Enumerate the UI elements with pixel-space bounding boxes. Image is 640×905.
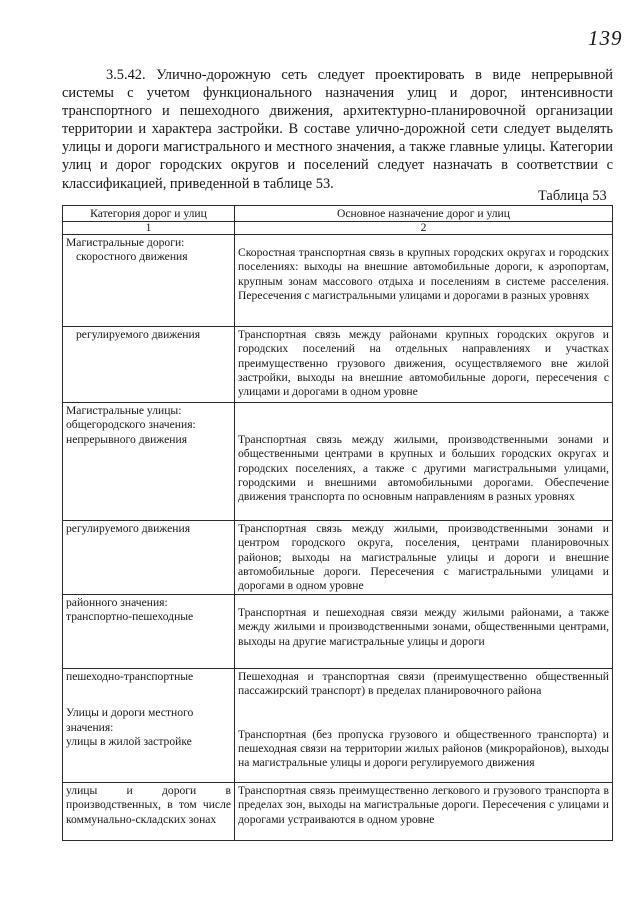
category-line: общегородского значения: — [66, 418, 196, 432]
category-line: улицы в жилой застройке — [66, 734, 192, 748]
category-line: Улицы и дороги местного значения: — [66, 706, 194, 734]
spacer — [238, 404, 609, 433]
category-line: непрерывного движения — [66, 432, 188, 446]
header-category: Категория дорог и улиц — [63, 206, 235, 222]
spacer — [238, 596, 609, 606]
column-number-1: 1 — [63, 222, 235, 235]
purpose-cell — [235, 521, 613, 595]
table-row — [63, 669, 613, 783]
spacer — [238, 699, 609, 728]
paragraph-3-5-42: 3.5.42. Улично-дорожную сеть следует проектировать в виде непрерывной системы с учетом функционального назначения улиц и дорог, интенсивности транспортного и пешеходного движения, архитектурно-планировочной организации территории и характера застройки. В составе улично-дорожной сети следует выделять улицы и дороги магистрального и местного значения, а также главные улицы. Категории улиц и дорог городских округов и поселений следует назначать в соответствии с классификацией, приведенной в таблице 53. — [62, 67, 613, 192]
purpose-cell — [235, 595, 613, 669]
classification-table — [62, 205, 613, 841]
table-row — [63, 521, 613, 595]
purpose-text: Транспортная связь между районами крупных городских округов и городских поселений на отдельных направлениях и участках преимущественно грузового движения, осуществляемого вне жилой застройки, выходы на внешние автомобильные дороги, пересечения с улицами и дорогами в одном уровне — [238, 328, 609, 399]
column-number-row — [63, 222, 613, 235]
category-line: регулируемого движения — [76, 328, 201, 342]
purpose-text: Скоростная транспортная связь в крупных городских округах и городских поселениях: выходы на внешние автомобильные дороги, к аэропортам, крупным зонам массового отдыха и поселениям в системе расселения. Пересечения с магистральными улицами и дорогами в разных уровнях — [238, 246, 609, 302]
purpose-text: Транспортная связь преимущественно легкового и грузового транспорта в пределах зон, выходы на магистральные дороги. Пересечения с улицами и дорогами устраиваются в одном уровне — [238, 784, 609, 826]
purpose-text: Транспортная и пешеходная связи между жилыми районами, а также между жилыми и производственными зонами, общественными центрами, выходы на другие магистральные улицы и дороги — [238, 606, 609, 648]
table-row — [63, 595, 613, 669]
purpose-text: Транспортная связь между жилыми, производственными зонами и центром городского округа, поселения, центрами планировочных районов; выходы на магистральные улицы и дороги и внешние автомобильные дороги. Пересечения с магистральными улицами и дорогами в одном уровне — [238, 522, 609, 593]
category-line: улицы и дороги в производственных, в том числе коммунально-складских зонах — [66, 784, 231, 826]
purpose-text-local: Транспортная (без пропуска грузового и общественного транспорта) и пешеходная связи на территории жилых районов (микрорайонов), выходы на магистральные улицы и дороги регулируемого движения — [238, 727, 609, 770]
purpose-cell — [235, 783, 613, 841]
category-line: Магистральные дороги: — [66, 236, 185, 250]
purpose-cell — [235, 669, 613, 783]
category-cell — [63, 235, 235, 327]
category-cell — [63, 521, 235, 595]
table-header-row — [63, 206, 613, 222]
category-line: Магистральные улицы: — [66, 404, 182, 418]
category-cell — [63, 783, 235, 841]
table-row — [63, 235, 613, 327]
page-number: 139 — [588, 26, 623, 50]
table-row — [63, 327, 613, 403]
category-cell — [63, 595, 235, 669]
category-cell — [63, 403, 235, 521]
category-cell — [63, 669, 235, 783]
table-row — [63, 403, 613, 521]
category-line: скоростного движения — [76, 250, 188, 264]
purpose-text: Пешеходная и транспортная связи (преимущественно общественный пассажирский транспорт) в пределах планировочного района — [238, 670, 609, 698]
table-label: Таблица 53 — [538, 188, 607, 204]
header-purpose: Основное назначение дорог и улиц — [235, 206, 613, 222]
purpose-text: Транспортная связь между жилыми, производственными зонами и общественными центрами в крупных и больших городских округах и городских поселениях, а также с другими магистральными улицами, городскими и внешними автомобильными дорогами. Обеспечение движения транспорта по основным направлениям в разных уровнях — [238, 433, 609, 504]
category-line: пешеходно-транспортные — [66, 670, 194, 684]
category-cell — [63, 327, 235, 403]
purpose-cell — [235, 403, 613, 521]
spacer — [238, 236, 609, 246]
purpose-cell — [235, 235, 613, 327]
column-number-2: 2 — [235, 222, 613, 235]
purpose-cell — [235, 327, 613, 403]
category-line: районного значения: — [66, 596, 168, 610]
category-line: транспортно-пешеходные — [66, 610, 194, 624]
table-row — [63, 783, 613, 841]
spacer — [66, 684, 231, 706]
category-line: регулируемого движения — [66, 522, 191, 536]
